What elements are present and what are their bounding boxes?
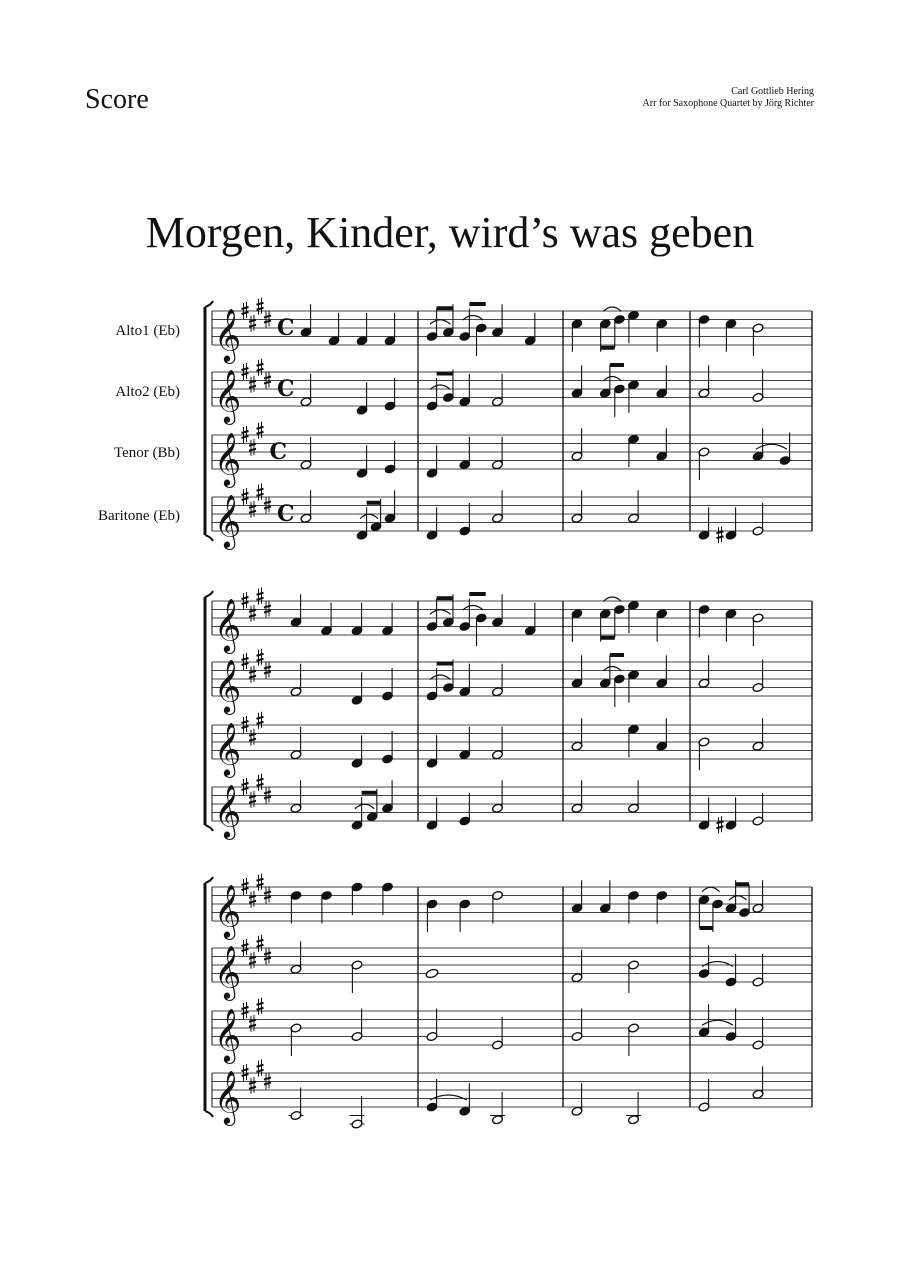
beam — [437, 306, 453, 310]
whole-note — [425, 968, 439, 979]
score-label: Score — [85, 84, 149, 115]
key-sharp-bar1 — [257, 940, 264, 942]
key-sharp-bar2 — [249, 1087, 256, 1089]
key-sharp-bar2 — [242, 788, 249, 790]
key-sharp-bar2 — [257, 369, 264, 371]
time-signature: C — [277, 376, 295, 402]
key-sharp-bar1 — [249, 734, 256, 736]
slur — [430, 1095, 467, 1100]
key-sharp-bar1 — [257, 427, 264, 429]
composer: Carl Gottlieb Hering — [731, 86, 814, 97]
key-sharp-bar2 — [264, 797, 271, 799]
beam — [469, 592, 485, 596]
accidental-sharp-bar2 — [717, 826, 724, 828]
slur — [360, 514, 378, 519]
bracket-bottom — [205, 535, 213, 541]
beam — [437, 372, 453, 376]
key-sharp-bar1 — [249, 506, 256, 508]
key-sharp-bar2 — [249, 615, 256, 617]
treble-clef: 𝄞 — [214, 944, 242, 999]
key-sharp-bar1 — [264, 892, 271, 894]
beam — [362, 791, 377, 795]
key-sharp-bar1 — [264, 792, 271, 794]
key-sharp-bar2 — [264, 1083, 271, 1085]
key-sharp-bar2 — [257, 308, 264, 310]
key-sharp-bar1 — [249, 320, 256, 322]
accidental-sharp-bar2 — [717, 536, 724, 538]
treble-clef: 𝄞 — [214, 783, 242, 838]
time-signature: C — [277, 315, 295, 341]
key-sharp-bar2 — [264, 507, 271, 509]
key-sharp-bar2 — [249, 962, 256, 964]
key-sharp-bar2 — [242, 312, 249, 314]
treble-clef: 𝄞 — [214, 721, 242, 776]
key-sharp-bar1 — [257, 303, 264, 305]
key-sharp-bar1 — [242, 1007, 249, 1009]
key-sharp-bar2 — [249, 801, 256, 803]
slur — [729, 896, 747, 901]
key-sharp-bar2 — [264, 611, 271, 613]
treble-clef: 𝄞 — [214, 368, 242, 423]
key-sharp-bar1 — [257, 779, 264, 781]
key-sharp-bar1 — [264, 606, 271, 608]
key-sharp-bar1 — [257, 593, 264, 595]
accidental-sharp-bar1 — [717, 531, 724, 533]
key-sharp-bar1 — [249, 796, 256, 798]
key-sharp-bar2 — [257, 432, 264, 434]
key-sharp-bar2 — [257, 494, 264, 496]
key-sharp-bar2 — [264, 382, 271, 384]
beam — [367, 501, 381, 505]
key-sharp-bar2 — [264, 897, 271, 899]
key-sharp-bar1 — [249, 896, 256, 898]
bracket-top — [205, 301, 213, 307]
key-sharp-bar1 — [264, 502, 271, 504]
beam — [601, 346, 615, 350]
treble-clef: 𝄞 — [214, 307, 242, 362]
key-sharp-bar1 — [257, 1003, 264, 1005]
key-sharp-bar1 — [249, 444, 256, 446]
treble-clef: 𝄞 — [214, 493, 242, 548]
key-sharp-bar1 — [242, 368, 249, 370]
key-sharp-bar1 — [242, 658, 249, 660]
key-sharp-bar2 — [249, 901, 256, 903]
treble-clef: 𝄞 — [214, 597, 242, 652]
key-sharp-bar2 — [249, 511, 256, 513]
key-sharp-bar2 — [264, 672, 271, 674]
part-name-tenor: Tenor (Bb) — [113, 445, 180, 461]
key-sharp-bar1 — [242, 944, 249, 946]
treble-clef: 𝄞 — [214, 883, 242, 938]
key-sharp-bar2 — [242, 373, 249, 375]
key-sharp-bar2 — [249, 676, 256, 678]
key-sharp-bar2 — [242, 436, 249, 438]
key-sharp-bar1 — [257, 364, 264, 366]
key-sharp-bar1 — [242, 883, 249, 885]
key-sharp-bar1 — [242, 431, 249, 433]
beam — [437, 662, 453, 666]
bracket-top — [205, 877, 213, 883]
beam — [699, 926, 713, 930]
key-sharp-bar2 — [257, 1070, 264, 1072]
beam — [610, 653, 624, 657]
key-sharp-bar2 — [242, 888, 249, 890]
beam — [610, 363, 624, 367]
key-sharp-bar1 — [257, 1065, 264, 1067]
key-sharp-bar1 — [249, 671, 256, 673]
key-sharp-bar2 — [242, 949, 249, 951]
key-sharp-bar1 — [264, 953, 271, 955]
bracket-bottom — [205, 825, 213, 831]
slur — [756, 444, 787, 449]
key-sharp-bar2 — [257, 659, 264, 661]
part-name-alto2: Alto2 (Eb) — [115, 384, 180, 400]
beam — [601, 636, 615, 640]
key-sharp-bar2 — [242, 498, 249, 500]
key-sharp-bar1 — [257, 717, 264, 719]
key-sharp-bar1 — [242, 597, 249, 599]
key-sharp-bar1 — [257, 879, 264, 881]
key-sharp-bar2 — [242, 602, 249, 604]
key-sharp-bar2 — [242, 663, 249, 665]
key-sharp-bar1 — [249, 1082, 256, 1084]
key-sharp-bar1 — [242, 783, 249, 785]
slur — [430, 320, 450, 325]
key-sharp-bar2 — [249, 1025, 256, 1027]
beam — [736, 882, 750, 886]
key-sharp-bar1 — [257, 489, 264, 491]
key-sharp-bar2 — [257, 784, 264, 786]
key-sharp-bar1 — [242, 307, 249, 309]
time-signature: C — [277, 501, 295, 527]
beam — [469, 302, 485, 306]
key-sharp-bar1 — [242, 1069, 249, 1071]
key-sharp-bar2 — [264, 958, 271, 960]
key-sharp-bar2 — [257, 1008, 264, 1010]
key-sharp-bar1 — [257, 654, 264, 656]
key-sharp-bar1 — [264, 1078, 271, 1080]
key-sharp-bar2 — [264, 321, 271, 323]
key-sharp-bar2 — [257, 884, 264, 886]
key-sharp-bar2 — [249, 449, 256, 451]
key-sharp-bar2 — [257, 598, 264, 600]
key-sharp-bar1 — [242, 721, 249, 723]
bracket-bottom — [205, 1111, 213, 1117]
arranger: Arr for Saxophone Quartet by Jörg Richter — [642, 98, 814, 109]
key-sharp-bar1 — [249, 957, 256, 959]
treble-clef: 𝄞 — [214, 1069, 242, 1124]
piece-title: Morgen, Kinder, wird’s was geben — [145, 208, 755, 257]
key-sharp-bar1 — [249, 381, 256, 383]
accidental-sharp-bar1 — [717, 821, 724, 823]
key-sharp-bar1 — [264, 377, 271, 379]
beam — [437, 596, 453, 600]
slur — [702, 1020, 733, 1025]
key-sharp-bar2 — [249, 739, 256, 741]
treble-clef: 𝄞 — [214, 658, 242, 713]
time-signature: C — [269, 439, 288, 465]
key-sharp-bar2 — [242, 1012, 249, 1014]
key-sharp-bar1 — [249, 1020, 256, 1022]
slur — [355, 804, 374, 809]
slur — [702, 962, 733, 967]
part-name-baritone: Baritone (Eb) — [97, 508, 180, 524]
treble-clef: 𝄞 — [214, 1007, 242, 1062]
key-sharp-bar2 — [242, 726, 249, 728]
key-sharp-bar2 — [257, 945, 264, 947]
key-sharp-bar1 — [249, 610, 256, 612]
key-sharp-bar1 — [264, 316, 271, 318]
key-sharp-bar1 — [264, 667, 271, 669]
part-name-alto1: Alto1 (Eb) — [115, 323, 180, 339]
key-sharp-bar2 — [242, 1074, 249, 1076]
key-sharp-bar2 — [257, 722, 264, 724]
treble-clef: 𝄞 — [214, 431, 242, 486]
key-sharp-bar2 — [249, 386, 256, 388]
slur — [702, 887, 720, 892]
slur — [430, 610, 450, 615]
key-sharp-bar1 — [242, 493, 249, 495]
key-sharp-bar2 — [249, 325, 256, 327]
bracket-top — [205, 591, 213, 597]
